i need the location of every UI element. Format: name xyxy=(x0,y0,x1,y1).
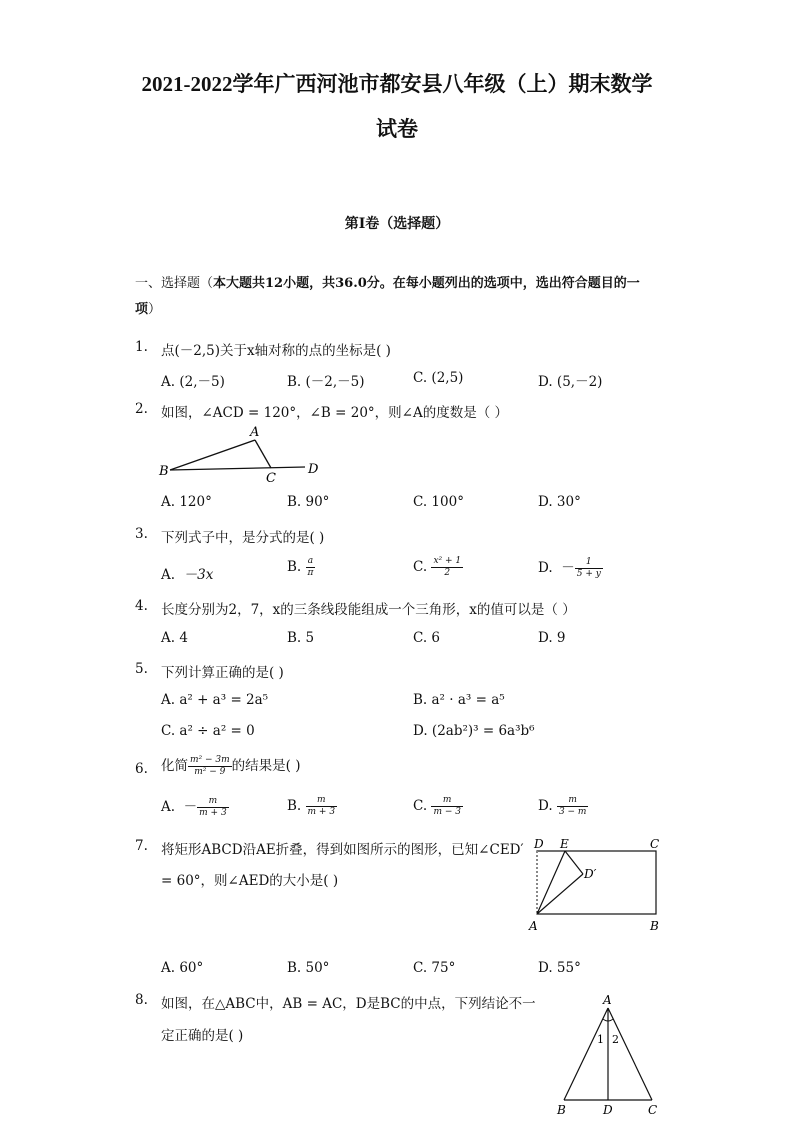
question-7-stem-line2: = 60°，则∠AED的大小是( ) xyxy=(161,873,339,889)
question-7-number: 7. xyxy=(135,838,148,854)
q1-option-d[interactable]: D. (5,－2) xyxy=(538,374,603,390)
q2-option-d[interactable]: D. 30° xyxy=(538,494,581,510)
q5-option-b[interactable]: B. a² · a³ = a⁵ xyxy=(413,692,505,708)
question-7-stem-line1: 将矩形ABCD沿AE折叠，得到如图所示的图形，已知∠CED′ xyxy=(161,842,524,858)
q7-label-b: B xyxy=(650,919,659,933)
q6-option-b[interactable]: B. $\frac{m}{m + 3}$ xyxy=(287,795,336,817)
q6-option-a[interactable]: A. － $\frac{m}{m + 3}$ xyxy=(161,796,227,818)
q6-option-d[interactable]: D. $\frac{m}{3 - m}$ xyxy=(538,795,587,817)
q1-option-a[interactable]: A. (2,－5) xyxy=(161,374,225,390)
question-3-number: 3. xyxy=(135,526,148,542)
q3-option-a[interactable]: A. －3x xyxy=(161,567,214,583)
q4-option-a[interactable]: A. 4 xyxy=(161,630,188,646)
q7-label-a: A xyxy=(529,919,538,933)
q8-angle-2: 2 xyxy=(612,1033,619,1046)
question-8-number: 8. xyxy=(135,992,148,1008)
q3-option-b[interactable]: B. $\frac{a}{\pi}$ xyxy=(287,556,314,578)
q7-label-c: C xyxy=(650,837,660,851)
q7-option-a[interactable]: A. 60° xyxy=(161,960,204,976)
question-5-number: 5. xyxy=(135,661,148,677)
q2-label-b: B xyxy=(159,464,169,479)
q8-label-d: D xyxy=(603,1103,613,1117)
q4-option-d[interactable]: D. 9 xyxy=(538,630,566,646)
section-bold: 本大题共12小题，共36.0分。在每小题列出的选项中，选出符合题目的一项 xyxy=(135,276,640,317)
q6-stem-fraction: $\frac{\text{m² − 3m}}{\text{m² − 9}}$ xyxy=(190,755,230,777)
question-3-stem: 下列式子中，是分式的是( ) xyxy=(161,530,325,546)
question-4-stem: 长度分别为2，7，x的三条线段能组成一个三角形，x的值可以是（ ） xyxy=(161,602,576,618)
section-heading xyxy=(135,271,665,323)
question-2-stem: 如图，∠ACD = 120°，∠B = 20°，则∠A的度数是（ ） xyxy=(161,405,509,421)
q4-option-b[interactable]: B. 5 xyxy=(287,630,315,646)
q5-option-a[interactable]: A. a² + a³ = 2a⁵ xyxy=(161,692,269,708)
q2-label-d: D xyxy=(308,462,319,477)
section-lead: 一、选择题（ xyxy=(135,276,214,291)
q1-option-c[interactable]: C. (2,5) xyxy=(413,370,464,386)
q2-option-c[interactable]: C. 100° xyxy=(413,494,464,510)
q2-label-c: C xyxy=(266,471,276,484)
question-4-number: 4. xyxy=(135,598,148,614)
q5-option-d[interactable]: D. (2ab²)³ = 6a³b⁶ xyxy=(413,723,535,739)
q2-label-a: A xyxy=(250,425,260,440)
q8-angle-1: 1 xyxy=(597,1033,604,1046)
q3-c-fraction: $\frac{\text{x² + 1}}{2}$ xyxy=(433,556,462,578)
q4-option-c[interactable]: C. 6 xyxy=(413,630,441,646)
q8-label-b: B xyxy=(557,1103,566,1117)
question-8-stem-line1: 如图，在△ABC中，AB = AC，D是BC的中点，下列结论不一 xyxy=(161,996,536,1012)
q6-option-c[interactable]: C. $\frac{m}{m - 3}$ xyxy=(413,795,461,817)
q3-option-d[interactable]: D. － $\frac{1}{5 + y}$ xyxy=(538,557,601,579)
q3-b-fraction: $\frac{a}{\pi}$ xyxy=(307,556,314,578)
q2-option-a[interactable]: A. 120° xyxy=(161,494,212,510)
q8-figure xyxy=(552,990,664,1120)
q7-option-c[interactable]: C. 75° xyxy=(413,960,456,976)
question-6-stem: 化简 $\frac{\text{m² − 3m}}{\text{m² − 9}}$ 的结果是( ) xyxy=(161,755,301,777)
q7-label-e: E xyxy=(560,837,569,851)
question-2-number: 2. xyxy=(135,401,148,417)
q5-option-c[interactable]: C. a² ÷ a² = 0 xyxy=(161,723,255,739)
q7-figure xyxy=(528,836,668,936)
question-6-number: 6. xyxy=(135,761,148,777)
q8-label-c: C xyxy=(648,1103,658,1117)
q7-label-d-prime: D′ xyxy=(584,867,597,881)
q3-option-c[interactable]: C. $\frac{\text{x² + 1}}{2}$ xyxy=(413,556,462,578)
q7-label-d: D xyxy=(534,837,544,851)
q1-option-b[interactable]: B. (－2,－5) xyxy=(287,374,365,390)
q2-option-b[interactable]: B. 90° xyxy=(287,494,330,510)
q8-label-a: A xyxy=(603,993,612,1007)
question-1-number: 1. xyxy=(135,339,148,355)
part-title: 第I卷（选择题） xyxy=(344,216,450,232)
q7-option-b[interactable]: B. 50° xyxy=(287,960,330,976)
question-1-stem: 点(－2,5)关于x轴对称的点的坐标是( ) xyxy=(161,343,391,359)
q7-option-d[interactable]: D. 55° xyxy=(538,960,581,976)
question-5-stem: 下列计算正确的是( ) xyxy=(161,665,284,681)
section-tail: ） xyxy=(148,302,162,317)
q3-d-fraction: $\frac{1}{5 + y}$ xyxy=(576,557,601,579)
question-8-stem-line2: 定正确的是( ) xyxy=(161,1028,244,1044)
exam-title-line1: 2021-2022学年广西河池市都安县八年级（上）期末数学 xyxy=(141,72,653,96)
exam-title-line2: 试卷 xyxy=(376,117,418,141)
q2-figure xyxy=(155,422,335,484)
